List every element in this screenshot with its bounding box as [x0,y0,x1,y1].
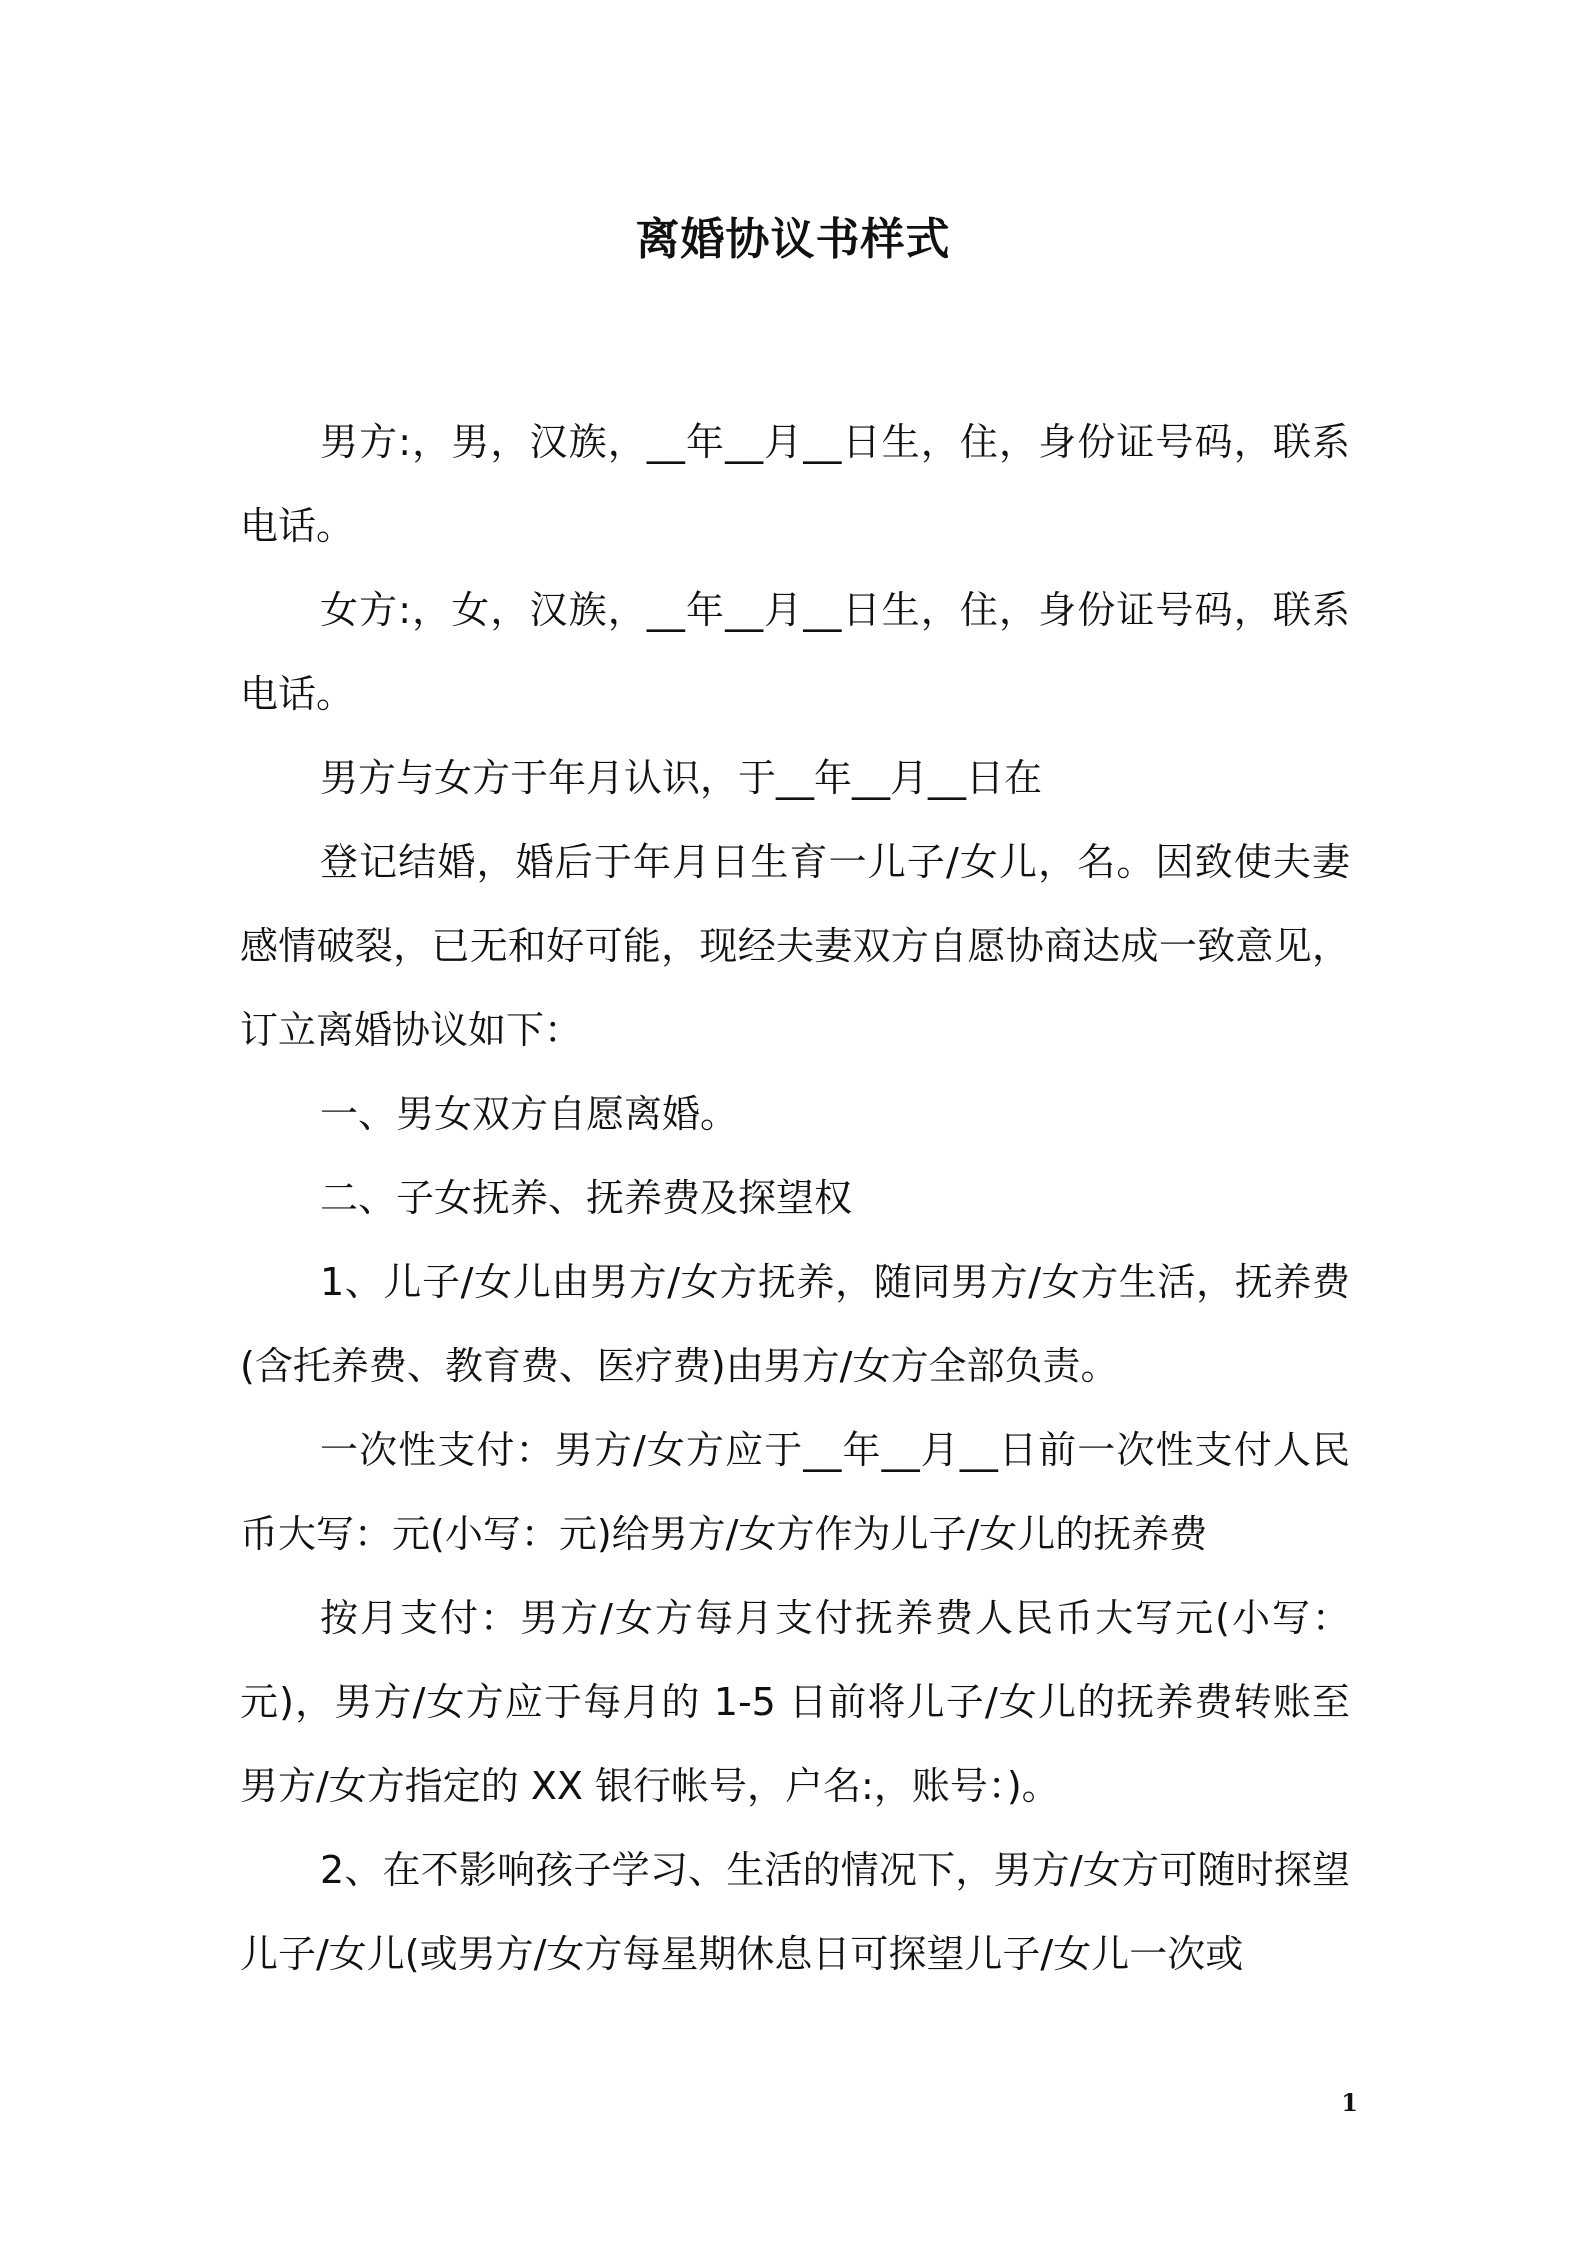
paragraph-clause-1: 一、男女双方自愿离婚。 [320,1092,739,1136]
paragraph-monthly-payment: 按月支付：男方/女方每月支付抚养费人民币大写元(小写：元)，男方/女方应于每月的 1-5 日前将儿子/女儿的抚养费转账至男方/女方指定的 XX 银行帐号，户名:，账号：)。 [240,1596,1350,1808]
paragraph-clause-2-heading: 二、子女抚养、抚养费及探望权 [320,1176,853,1220]
paragraph-marriage-registration: 登记结婚，婚后于年月日生育一儿子/女儿，名。因致使夫妻感情破裂，已无和好可能，现经夫妻双方自愿协商达成一致意见，订立离婚协议如下： [240,840,1350,1052]
paragraph-wife-info: 女方:，女，汉族，__年__月__日生，住，身份证号码，联系电话。 [240,588,1350,716]
paragraph-husband-info: 男方:，男，汉族，__年__月__日生，住，身份证号码，联系电话。 [240,420,1350,548]
paragraph-acquaintance: 男方与女方于年月认识，于__年__月__日在 [320,756,1043,800]
document-title: 离婚协议书样式 [635,214,951,265]
paragraph-lump-sum-payment: 一次性支付：男方/女方应于__年__月__日前一次性支付人民币大写：元(小写：元)给男方/女方作为儿子/女儿的抚养费 [240,1428,1350,1556]
paragraph-visitation: 2、在不影响孩子学习、生活的情况下，男方/女方可随时探望儿子/女儿(或男方/女方每星期休息日可探望儿子/女儿一次或 [240,1848,1350,1976]
page-number: 1 [1341,2088,1358,2117]
paragraph-custody: 1、儿子/女儿由男方/女方抚养，随同男方/女方生活，抚养费(含托养费、教育费、医疗费)由男方/女方全部负责。 [240,1260,1350,1388]
document-body [240,400,1350,1996]
